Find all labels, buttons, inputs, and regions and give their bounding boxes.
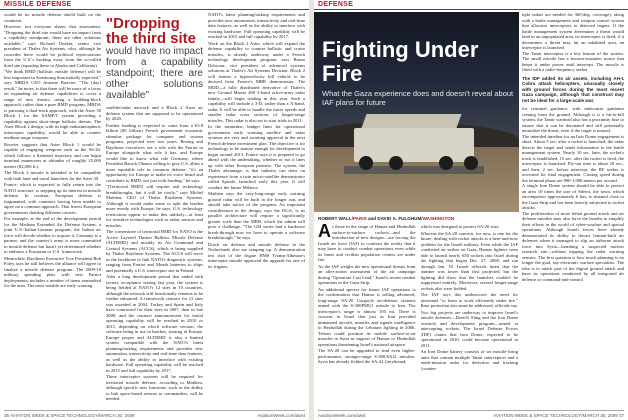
column-1 [4,12,101,408]
right-column-2 [421,224,519,408]
launcher-wheel [389,156,403,170]
page-footer [318,410,624,418]
launcher-body [354,128,474,162]
paragraph: The SA-20 can be upgraded to lead even higher-performance, stronger-range S-400/SA21 missiles. Syria has already fielded the SA-22 Greyhound, [318,348,416,364]
footer-url: AviationWeek.com/awst [318,413,366,418]
paragraph: These interceptor systems will be required for territorial missile defense, according to Mathieu, although specific new functions, such as the ability to link space-based sensors to commanders, will be needed. [106,374,203,401]
rocket-launcher-photo [314,12,519,212]
page-footer [4,410,305,418]
paragraph: As the IAF weighs the new operational threats from an after-action assessment of the air campaign during "Operation Cast Lead," Israel's recent combat operations in the Gaza Strip. [318,263,416,285]
pull-quote-lead: "Dropping the third site [106,15,197,47]
paragraph: The Tamir interceptor is a key feature of the system. The small missile has a booster-sustainer motor that keeps it under power until intercept. The missile is fitted with a radio-frequency seeker [522,50,624,72]
right-column-1 [318,224,416,408]
paragraph: s those in the range of Hamas and Hezbollah surface-to-surface rockets—and the introduction of new designs—are forcing the Israeli air force (IAF) to confront the reality that it may have to conduct combat operations even while its bases and civilian population centers are under fire. [318,224,416,262]
pull-quote-rest: would have no impact from a capability standpoint; there are other solutions available" [106,46,203,101]
paragraph: Whereas the SA-20 concern, for now, is one for the future, dealing with rocket attacks is a here-and-now problem for the Israeli military. Even while the IAF conducted air strikes on Gaza, Hamas fighters were able to launch nearly 650 rockets into Israel during the fighting that began Dec. 27, 2008, and ran through Jan. 18. Israeli officials insist that the number was lower than first projected, but the fighting did show that the launches couldn't be suppressed entirely. Moreover, several longer-range rockets also were fielded. [420,230,518,291]
pull-quote [106,16,203,101]
paragraph: The IAF says this underscores the need for personnel "to learn to work efficiently under fire." Base protection also must be addressed, officials say. [420,292,518,308]
footer-url: AviationWeek.com/awst [257,413,305,418]
paragraph: Two big projects are underway to improve Israel's missile defenses—David's Sling and the Iron Dome research and development program—aimed at intercepting rockets. The Israel Defense Forces (IDF) claims that Iron Dome, expected to be operational in 2010, could become operational in 2011. [420,309,518,348]
right-page [314,0,628,420]
paragraph: Meanwhile, Raytheon Executive Vice President Rob Foley says he still believes the alliance will agree to finalize a missile defense program. The 2009-10 military spending plan, with new Patriot deployments, includes a number of items earmarked for the area. The most notable are early warning [4,255,101,288]
paragraph: tiple radars are needed for 360-deg. coverage), along with a battle management and weapon control system that allocates interceptors to detected targets. If the battle management system determines a threat would land in an unpopulated area, no interceptor is fired; if it determines a threat may hit an inhabited area, an interceptor is launched. [522,12,624,50]
byline-location-2: /WASHINGTON [421,216,455,221]
byline-location-1: /PARIS [351,216,367,221]
paragraph: In the meantime, budget lines for operational government early warning satellite and radar systems are very and awaiting approval in the next French defense investment plan. The objective is for technology to be mature enough for development to begin around 2013. France says it is prepared to go ahead with the undertaking, whether or not it lines up with other European partners. The system, the Thales advantage, is that industry can draw on experience from a twin micro-satellite demonstrator called Spirale, launched early this year. It will conduct the future Milanos. [208,124,305,190]
paragraph: For example, at the end of the development period for the Medium Extended Air Defense System, a joint U.S.-Italian-German program, the Italian air force will decide whether to acquire it. Germany is a partner, and the country's army is more committed to missile defense but hasn't yet determined whether to embrace a European or U.S. framework. [4,216,101,254]
paragraph: satellite/radar network and a Block 2 Aster air defense system that are supposed to be operational by 2020. [106,105,203,121]
photo-caption: The IDF added its air assets, including AH-1 Cobra attack helicopters, unusually closely with ground forces during the most recent Gaza campaign, although that construct may not be ideal for a large-scale war. [522,75,624,103]
paragraph: "[Territorial BMD] will require real technology breakthroughs, but it will be costly," says Michel Mathieu, CEO of Thales Raytheon Systems. Although it would make sense to split the burden more evenly with Europe, he says, U.S. technology restrictions appear to make this unlikely—at least for sensitive technologies such as radar, sensors and missiles. [106,184,203,228]
paragraph: France, which is expected to fully return into the NATO structure, is stepping up its interest in missile defense. In contrast, European defense is fragmented, with countries having been unable to agree on a common approach. That leaves European governments charting different courses. [4,182,101,215]
paragraph: A single Iron Dome system should be able to protect an area 10 times the size of Sderot, the town, which encompasses approximately 6 km, is situated close to the Gaza Strip and has been heavily subjected to rocket attacks. [522,183,624,211]
paragraph: The cornerstone of territorial BMD for NATO is the Active Layered Theater Ballistic Missile Defense (ALTBMD) and notably its Air Command and Control Systems (ACCS), which is being supplied by Thales Raytheon Systems. The ACCS will serve as the backbone to link NATO's diagnostic systems, ranging from Patriot and Meads batteries to ships and potentially a U.S. interceptor site in Poland. [106,229,203,273]
article-columns [4,12,305,408]
paragraph: The proliferation of more lethal ground attack and air defense missiles may also force the Israelis to simplify their efforts in the world of cyber-warfare and special operations. Although Israeli forces have already demonstrated its ability to thwart Iranian-built air defenses when it managed to slip an airborne attack force into Syria—bombing a suspected nuclear research site—without tripping the radar warning sensors. The first question is how much planning is no longer the goal, say electronic warfare specialists. The idea is to attack part of the digital ground attack and have its operations conducted by all integrated air defense or command-and-control [522,210,624,282]
paragraph: Further funding is expected to come from a €3.8 billion ($5 billion) French government economic stimulus package for computer and system programs, projected over two years. Boeing and Raytheon executives see a role with the Patriot in Europe alongside what role it has, and Europe would like to know what role Germany, where President Barack Obama willing to give U.S. allies a more equitable role in common defense, "it's an opportunity for Europe to make its voice heard and contribute to BMD, not just with funding," he says. [106,122,203,183]
article-deck: What the Gaza experience does and doesn't reveal about IAF plans for future [322,89,514,107]
headline-block [322,38,517,107]
paragraph: The Block 2 missile is intended to be compatible with both land and naval launchers for the Aster 30. [4,170,101,181]
paragraph: The intended timeline for an Iron Dome engagement is short. About 5 sec. after a rocket is launched, the radar detects the target and sends information to the battle management system. Nearly 10 sec. later, the rocket's track is established, 15 sec. after the rocket is fired, the interceptor is launched. Fly-out time is about 20 sec., and then, 2 sec. before intercept, the RF seeker is activated for final engagement. Closing speed during the terminal phase are 900-1,000 meters per second. [522,133,624,183]
paragraph: An additional specter for future IAF operations is the confirmation that Hamas is selling advanced, long-range SA-20 Gargoyle air-defense systems armed with the S-300PMU1 missile to Iran. The interceptor's range is almost 195 mi. There is concern in Israel that just as Iran provided unmanned aircraft, missiles and signals intelligence to Hezbollah during the Lebanon fighting in 2006, Tehran could position its mobile surface-to-air missiles in Syria in support of Hamas or Hezbollah operations threatening Israel's national airspace. [318,286,416,347]
paragraph: Bouvier suggests that Aster Block 1 would be capable of engaging weapons such as the SS-26, which follows a flattened trajectory and can begin terminal maneuvers at altitudes of roughly 25,000 meters (82,000 ft.). [4,141,101,169]
byline-author-2: and DAVID A. FULGHUM [366,216,422,221]
column-2 [106,12,203,408]
paragraph: NATO's latest planning/tasking requirements and provides new automation, interactivity and real-time data features, as well as the ability to interface with existing hardware. Full operating capability will be reached in 2015 and full capability by 2017. [208,12,305,39]
paragraph: An Iron Dome battery consists of six missile-firing units that contain multiple Tamir interceptors and a multi-mission radar for detection and tracking (counter- [420,349,518,371]
left-page [0,0,309,420]
footer-folio: 36 AVIATION WEEK & SPACE TECHNOLOGY/MARCH 30, 2009 [4,413,135,418]
section-label: MISSILE DEFENSE [0,0,309,10]
paragraph: Work on the Block 2 Aster, which will expand the defense capability to counter ballistic and cruise missiles, is already underway under a French technology development program, says Bruno Delacour, vice president of advanced systems solutions at Thales's Air Systems Division. Block 2 will feature a hypervelocity kill vehicle to be derived from France's MBR demonstrator. The MDD—a fully distributed derivative of Thales's new Ground Master 400 3-band active-array radar family—will begin trialing in this year. Such a capability will include a 3-D, rather than a X-band, radar. It will be able to handle the faster speeds and smaller radar cross sections of longer-range missiles. This radar is also set to start trials in 2011. [208,40,305,123]
launcher-wheel [359,156,373,170]
column-3 [208,12,305,408]
article-headline: Fighting Under Fire [322,37,479,86]
paragraph: would be no missile defense shield built on the continent. [4,12,101,23]
paragraph: Dutch air defense and missile defense in the Netherlands also are ramping up. A demonstration test shot of the frigate HMS Tromp-Alkmaar's interceptor missile approved the upgrade for one of its frigates. [208,241,305,269]
paragraph: After a long development period that ended with factory acceptance testing last year, the system is being fielded at NATO's 12 sites in 10 countries, although the network still functionally remains to be further enhanced. A framework contract for 12 sites was awarded in 2004. Turkey and Spain and Italy have contracted for their sites in 2007, then in late 2008, and the contract announcement for initial operating capability will be reached in 2010 or 2011, depending on which software version, the software being in use in batches, starting in Europe. Europe proper and ALTBMD is also a limited system compatible with the NATO's latest planning/tasking requirements and provides new automation, interactivity and real-time data features, as well as the ability to interface with existing hardware. Full operating capability will be reached in 2015 and full capability by 2017. [106,274,203,373]
footer-folio: AVIATION WEEK & SPACE TECHNOLOGY/MARCH 30, 2009 37 [493,413,624,418]
paragraph: "We think BMD [ballistic missile defense] will be less important in Strasbourg than initially expected," says MBDA CEO Antoine Bouvier. "The [day] result," he notes, is that there will be more of a focus on expanding air defense capabilities to cover a range of new threats, using a building-block approach, rather than a pure BMD program. MBDA is pursuing a dual-track approach, with the Aster 30 Block 1 for the SAMP/T system providing a capability against short-range ballistic threats. The Aster Block 2 design, with its high endoatmospheric interceptor capability, would be able to counter medium-range weapons. [4,69,101,140]
right-article-columns [318,224,518,408]
drop-cap: A [318,224,331,241]
paragraph: However, not everyone shares that assessment. "Dropping the third site would have no impact from a capability standpoint; there are other solutions available," says Richard Deakin, senior vice president of Thales Air Systems, who, although he concedes there would be political repercussions from the U.S.'s backing away from the so-called third site (equating these to Alaska and California). [4,24,101,68]
paragraph: which was designed to protect SA-20 sites. [420,224,500,229]
launcher-wheel [464,156,478,170]
byline [318,216,454,221]
byline-author-1: ROBERT WALL [318,216,352,221]
paragraph: for terminal guidance, with midcourse guidance coming from the ground. Although it is a hit-to-kill system, the Tamir warhead also has a proximity fuse to ensure that it can be detonated and still potentially neutralize the threat, even if the target is missed. [522,106,624,134]
paragraph: Mathieu says the very-long-range early warning ground radar will be built in the longer run, and should take notice of the program. An important consideration in the design, says the DGA, is its parallel architecture will require a significantly greater scale than the MRR, which the admin will pose a challenge. "The GM series had a hardware break-through now we have to operate a software breakthrough," he says. [208,191,305,240]
launcher-wheel [439,156,453,170]
right-column-3 [522,12,624,408]
section-label: DEFENSE [314,0,628,10]
